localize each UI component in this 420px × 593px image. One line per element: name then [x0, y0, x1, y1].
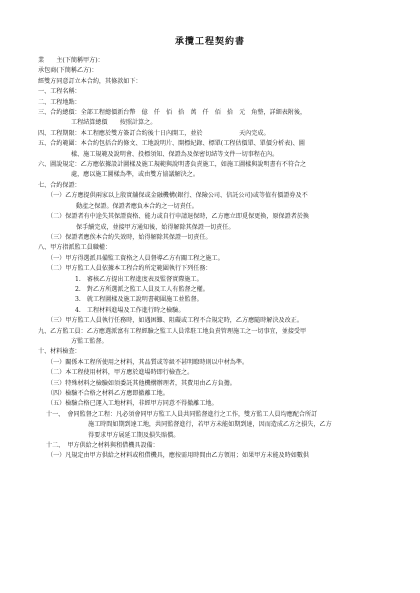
contract-line: （一）關係本工程所使用之材料，其品質或等級不甚明瞭時則以中材為準。 — [47, 358, 249, 366]
contract-line: 保手續完成，並接甲方通知後，始得解除其保證一切責任。 — [76, 223, 235, 231]
contract-line: 七、合約保證： — [38, 181, 81, 189]
contract-line: 3. 就工程圖樣及施工說明書範圍施工並監督。 — [75, 296, 203, 304]
contract-line: 方監工監督。 — [71, 337, 108, 345]
contract-line: 業 主(下簡稱甲方)： — [38, 57, 104, 64]
contract-line: 施工時間如期到達工地，共同監督進行，若甲方未能如期到達，因而造成乙方之損失，乙方 — [88, 421, 332, 429]
contract-line: 樣、施工規範及說明會、投標須知、保證為及保密切結等文件一切事程在內。 — [71, 150, 279, 158]
contract-line: 一、工程名稱： — [38, 88, 81, 96]
contract-line: 四、工程期限：本工程應於雙方簽訂合約後十日內開工，並於 天內完成。 — [38, 129, 270, 137]
contract-line: 十一、 會同監督之工程：凡必須會同甲方監工人員共同監督進行之工作，雙方監工人員均應配合所訂 — [46, 410, 318, 418]
contract-line: 九、乙方監工員：乙方應選派富有工程經驗之監工人員常駐工地負責管理施工之一切事宜，並接受甲 — [38, 327, 307, 335]
contract-line: （一）甲方得選派具備監工資格之人員督導乙方有關工程之施工。 — [47, 254, 224, 262]
contract-line: 八、甲方指派監工員職權： — [38, 244, 112, 252]
contract-line: 承包商(下簡稱乙方)： — [38, 67, 98, 75]
contract-line: 動產之保證。保證者應負本合約之一切責任。 — [76, 202, 198, 210]
contract-line: （三）保證者應俟本合約失效時，始得解除其保證一切責任。 — [47, 233, 212, 241]
contract-line: （二）甲方監工人員依據本工程合約所定範圍執行下列任務： — [47, 265, 212, 273]
contract-line: 六、圖說規定：乙方應依據設計圖樣及施工規範與說明書負責施工，如施工圖樣與說明書有不符合之 — [38, 161, 307, 169]
contract-line: （五）檢驗合格已運入工地材料，非經甲方同意不得撤離工地。 — [47, 400, 218, 408]
contract-line: 五、合約範圍：本合約包括合約條文、工地說明片、開標紀錄、標單(工程估價單、單價分析表)、圖 — [38, 140, 305, 148]
contract-body — [38, 56, 386, 462]
contract-line: 經雙方同意訂立本合約，其條款如下： — [38, 77, 142, 85]
contract-line: 得要求甲方展延工期及損失賠償。 — [88, 431, 180, 439]
contract-line: （一）乙方應提供兩家以上殷實舖保或金融機構(銀行、保險公司、信託公司)或等值有價證券及不 — [47, 192, 308, 200]
contract-line: 二、工程地點： — [38, 98, 81, 106]
document-title: 承攬工程契約書 — [174, 37, 245, 47]
contract-line: （一）凡規定由甲方供給之材料或租借機具，應按需用時間由乙方領用；如果甲方未能及時如數供 — [47, 452, 310, 460]
contract-line: （三）特殊材料之檢驗如須委託其他機構辦理者，其費用由乙方負擔。 — [47, 379, 236, 387]
contract-line: 處，應以施工圖樣為準，或由雙方協議解決之。 — [71, 171, 199, 179]
contract-line: （二）本工程使用材料，甲方應於進場時即行檢查之。 — [47, 369, 194, 377]
contract-line: 十二、 甲方供給之材料與租借機具設備： — [46, 442, 159, 450]
contract-line: 2. 對乙方所選派之監工人員及工人有監督之權。 — [75, 285, 209, 293]
contract-line: （四）檢驗不合格之材料乙方應即撤離工地。 — [47, 390, 169, 397]
contract-line: 十、材料檢查： — [38, 348, 81, 356]
contract-line: 1. 審核乙方提出工程進度表及監督實際施工。 — [75, 275, 203, 283]
contract-line: （三）甲方監工人員執行任務時，如遇困難、阻礙或工程不合規定時，乙方應隨時解決及改正。 — [47, 317, 303, 325]
contract-line: （二）保證者有中途失其保證資格、能力或自行申請退保時，乙方應立即覓保更換，原保證者於換 — [47, 213, 310, 221]
contract-line: 4. 工程材料進場及工作進行時之檢驗。 — [75, 306, 185, 314]
contract-line: 三、合約總價：全部工程總價新台幣 億 仟 佰 拾 萬 仟 佰 拾 元 角整，詳細表附後， — [38, 109, 307, 117]
contract-line: 工程結算總價 按照計算之。 — [71, 119, 157, 127]
